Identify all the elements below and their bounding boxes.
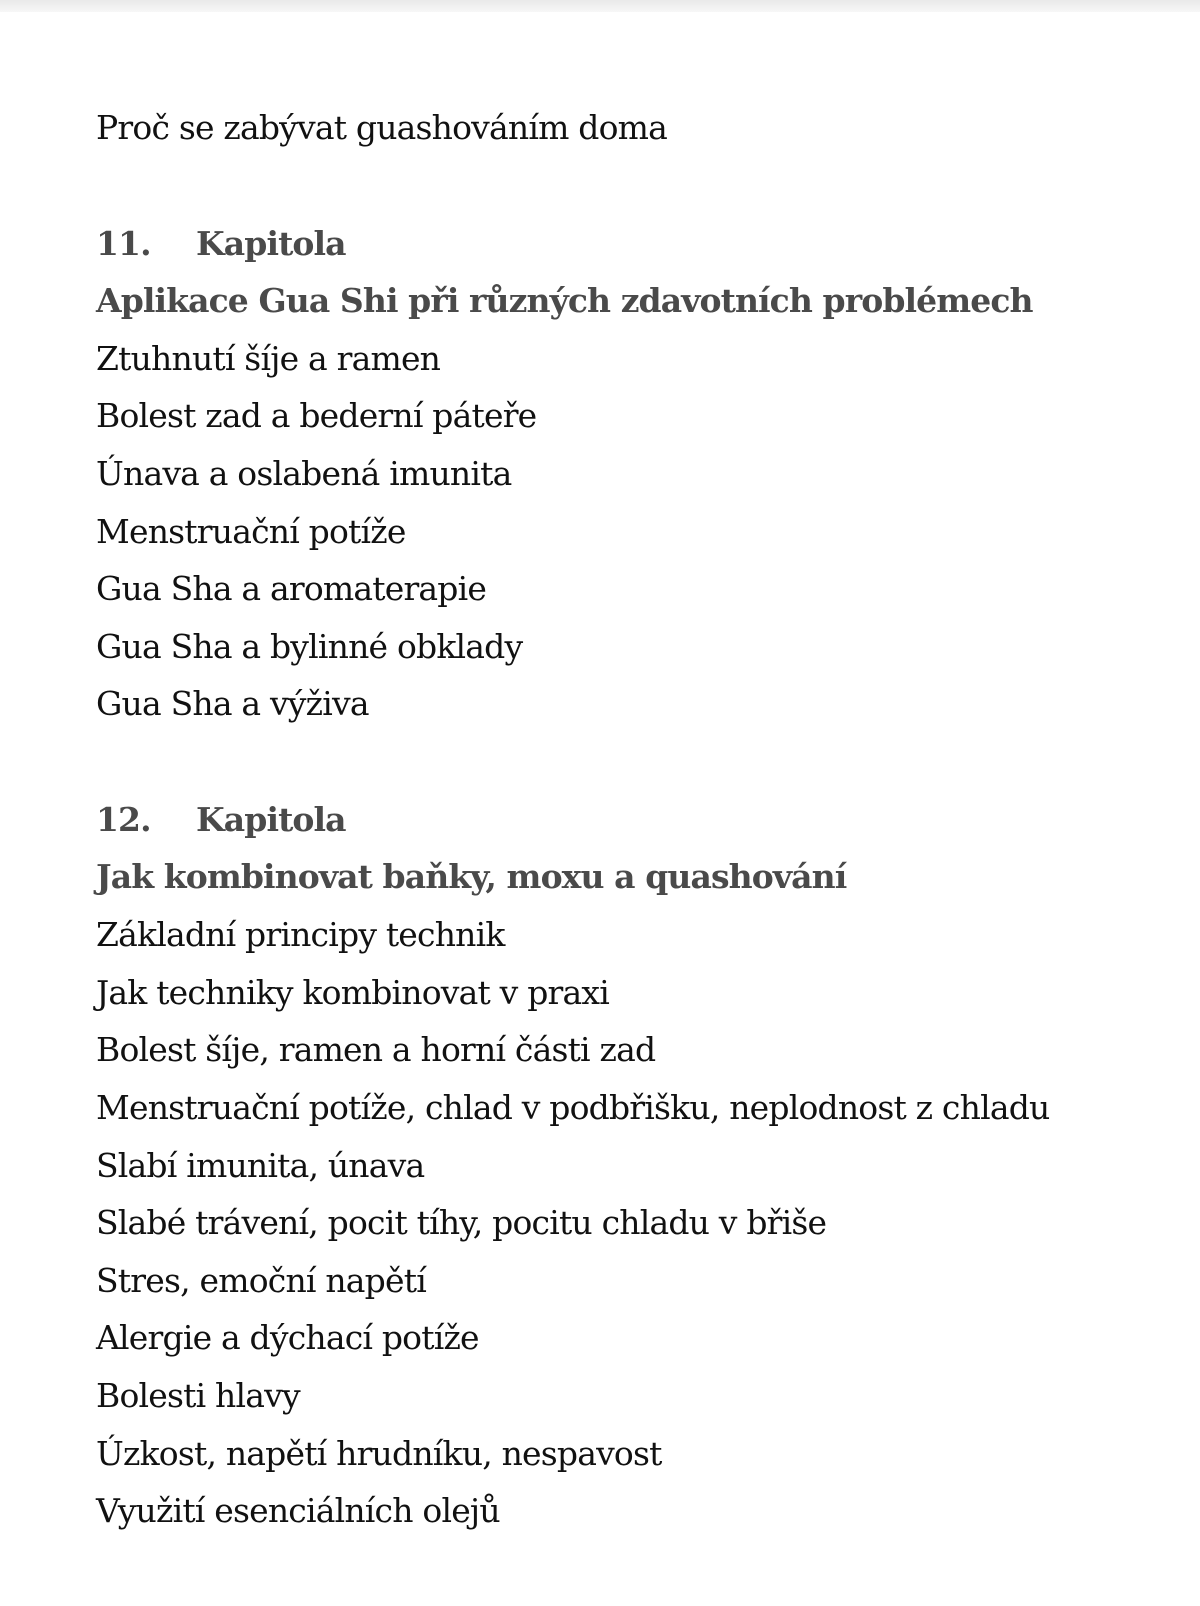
- chapter-11-heading: [96, 224, 346, 264]
- page-edge-shadow: [0, 0, 1200, 12]
- list-item: Slabí imunita, únava: [96, 1146, 425, 1185]
- list-item: Slabé trávení, pocit tíhy, pocitu chladu v břiše: [96, 1203, 827, 1242]
- list-item: Gua Sha a aromaterapie: [96, 569, 487, 608]
- list-item: Únava a oslabená imunita: [96, 454, 512, 493]
- list-item: Základní principy technik: [96, 915, 505, 954]
- chapter-number: 11.: [96, 224, 151, 263]
- list-item: Využití esenciálních olejů: [96, 1491, 500, 1530]
- chapter-number: 12.: [96, 800, 151, 839]
- intro-line: Proč se zabývat guashováním doma: [96, 108, 668, 147]
- list-item: Stres, emoční napětí: [96, 1261, 426, 1300]
- list-item: Bolest zad a bederní páteře: [96, 396, 537, 435]
- list-item: Jak techniky kombinovat v praxi: [96, 973, 609, 1012]
- chapter-label: Kapitola: [196, 800, 346, 839]
- list-item: Úzkost, napětí hrudníku, nespavost: [96, 1434, 662, 1473]
- chapter-12-heading: [96, 800, 346, 840]
- chapter-label: Kapitola: [196, 224, 346, 263]
- list-item: Menstruační potíže, chlad v podbřišku, neplodnost z chladu: [96, 1088, 1050, 1127]
- list-item: Ztuhnutí šíje a ramen: [96, 339, 441, 378]
- list-item: Bolest šíje, ramen a horní části zad: [96, 1030, 656, 1069]
- list-item: Gua Sha a výživa: [96, 684, 369, 723]
- list-item: Alergie a dýchací potíže: [96, 1318, 479, 1357]
- chapter-12-title: Jak kombinovat baňky, moxu a quashování: [96, 857, 847, 896]
- list-item: Menstruační potíže: [96, 512, 406, 551]
- document-page: [0, 12, 1200, 1606]
- list-item: Bolesti hlavy: [96, 1376, 300, 1415]
- list-item: Gua Sha a bylinné obklady: [96, 627, 523, 666]
- chapter-11-title: Aplikace Gua Shi při různých zdavotních problémech: [96, 281, 1033, 320]
